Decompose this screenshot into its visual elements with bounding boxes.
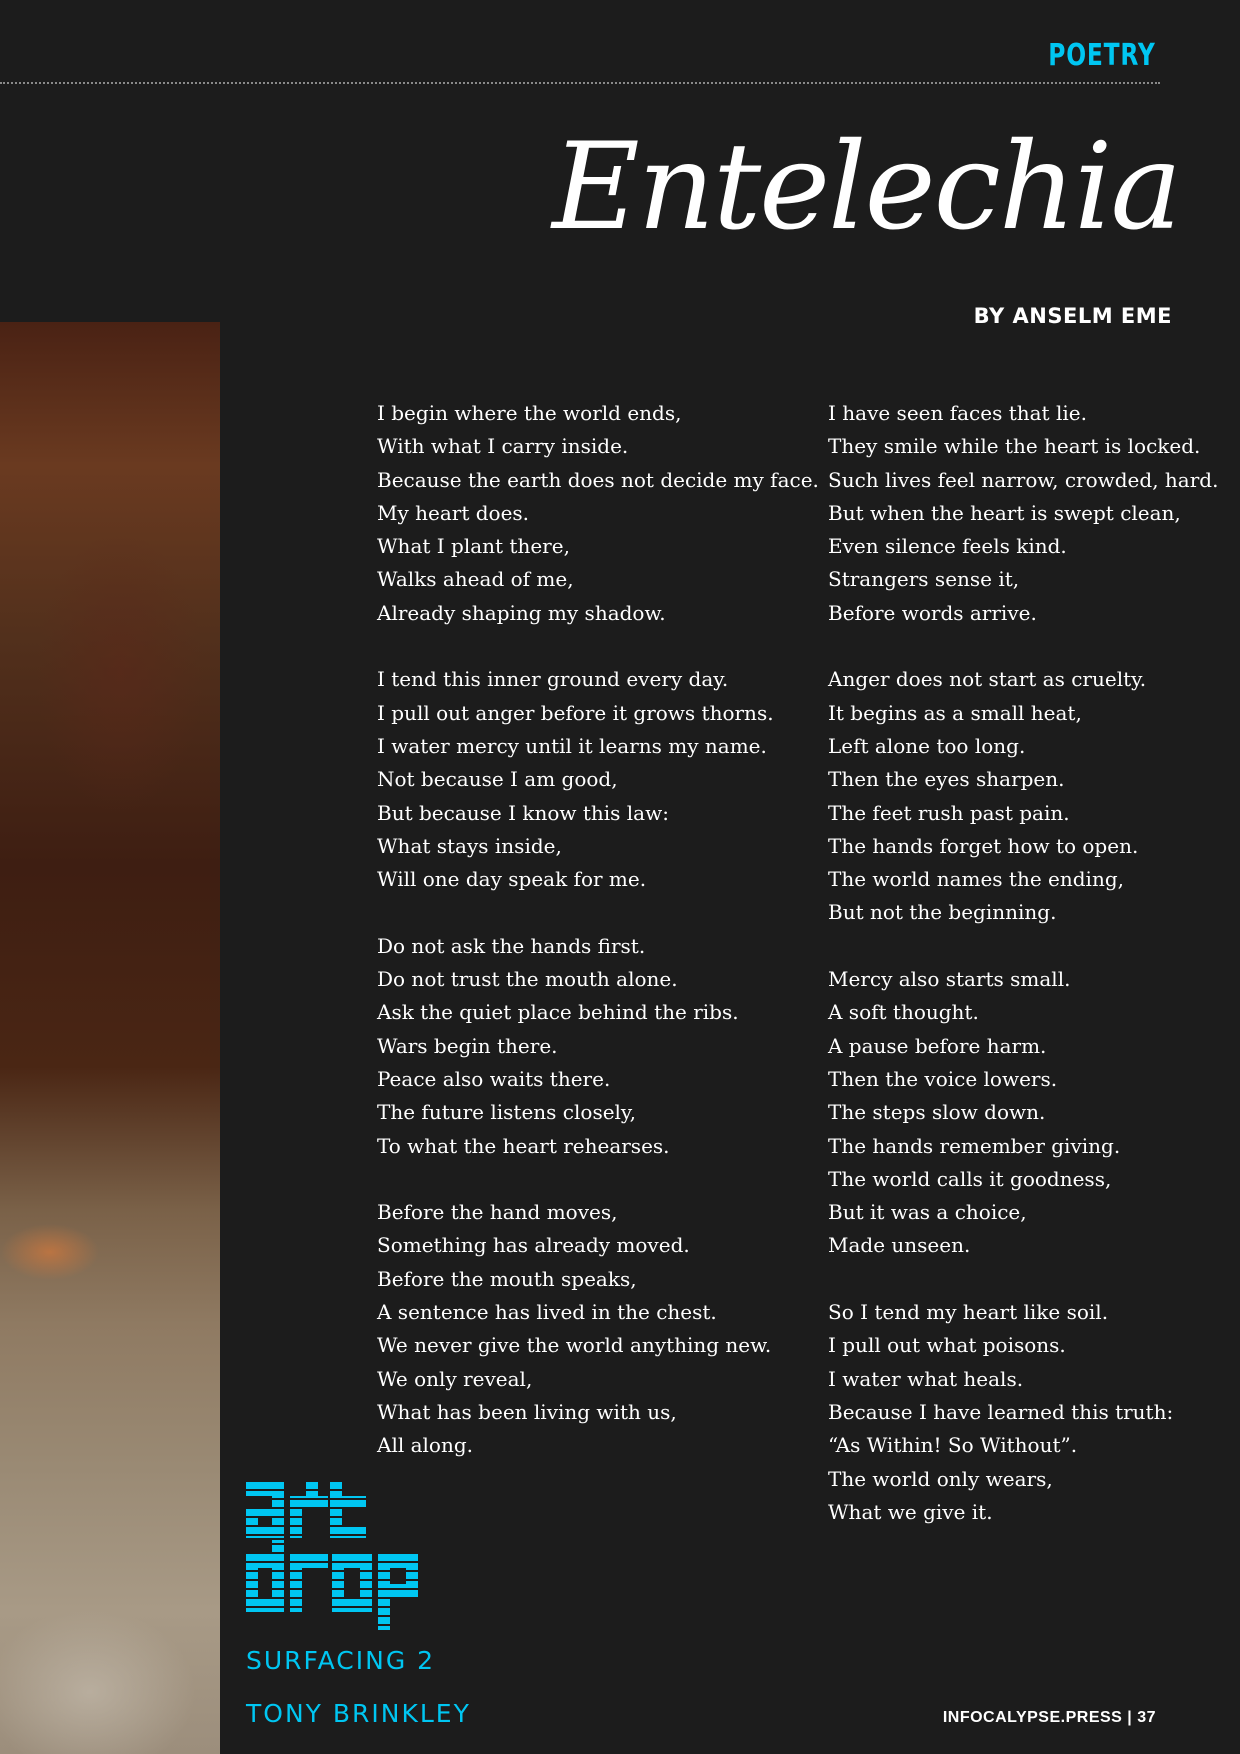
poem-line: The hands remember giving. <box>828 1133 1121 1158</box>
poem-line: Even silence feels kind. <box>828 534 1067 559</box>
poem-line: Such lives feel narrow, crowded, hard. <box>828 467 1219 492</box>
poem-line: Then the voice lowers. <box>828 1066 1058 1091</box>
poem-line: What I plant there, <box>377 534 570 559</box>
poem-line: I begin where the world ends, <box>377 401 682 425</box>
poem-line: A pause before harm. <box>828 1033 1047 1058</box>
poem-stanza <box>828 1296 1218 1529</box>
poem-line: With what I carry inside. <box>377 434 629 459</box>
poem-line: A sentence has lived in the chest. <box>377 1300 717 1325</box>
poem-line: But it was a choice, <box>828 1200 1027 1225</box>
poem-line: Anger does not start as cruelty. <box>828 667 1147 692</box>
poem-stanza <box>377 663 819 896</box>
poem-line: Because the earth does not decide my face. <box>377 467 819 492</box>
poem-line: Before the mouth speaks, <box>377 1266 637 1291</box>
poem-line: I tend this inner ground every day. <box>377 667 729 692</box>
poem-line: Do not trust the mouth alone. <box>377 967 678 992</box>
poem-line: Before the hand moves, <box>377 1200 618 1225</box>
poem-line: I water mercy until it learns my name. <box>377 733 767 758</box>
poem-line: So I tend my heart like soil. <box>828 1300 1109 1325</box>
poem-line: The future listens closely, <box>377 1100 636 1125</box>
poem-line: It begins as a small heat, <box>828 700 1082 725</box>
poem-line: Already shaping my shadow. <box>377 600 666 625</box>
section-label: POETRY <box>1048 38 1156 73</box>
poem-line: The world names the ending, <box>828 867 1124 892</box>
poem-line: The world calls it goodness, <box>828 1166 1112 1191</box>
poem-line: The feet rush past pain. <box>828 800 1070 825</box>
poem-line: I water what heals. <box>828 1366 1024 1391</box>
poem-line: Before words arrive. <box>828 600 1037 625</box>
poem-line: A soft thought. <box>828 1000 979 1025</box>
poem-title: Entelechia <box>552 118 1180 257</box>
poem-line: All along. <box>377 1433 473 1458</box>
poem-line: Left alone too long. <box>828 733 1026 758</box>
poem-column-right <box>828 397 1218 1529</box>
poem-stanza <box>828 663 1218 929</box>
poem-line: To what the heart rehearses. <box>377 1133 670 1158</box>
poem-line: Not because I am good, <box>377 767 618 792</box>
poem-line: I pull out what poisons. <box>828 1333 1066 1358</box>
poem-line: We only reveal, <box>377 1366 533 1391</box>
poem-line: The hands forget how to open. <box>828 833 1139 858</box>
poem-line: Wars begin there. <box>377 1033 558 1058</box>
art-drop-exhibit-title: SURFACING 2 <box>246 1646 436 1675</box>
poem-line: What stays inside, <box>377 833 562 858</box>
poem-byline: BY ANSELM EME <box>973 304 1172 328</box>
poem-line: They smile while the heart is locked. <box>828 434 1201 459</box>
poem-line: I pull out anger before it grows thorns. <box>377 700 774 725</box>
poem-line: I have seen faces that lie. <box>828 401 1087 425</box>
poem-line: Made unseen. <box>828 1233 971 1258</box>
art-drop-artist: TONY BRINKLEY <box>246 1699 471 1728</box>
poem-line: Peace also waits there. <box>377 1066 611 1091</box>
poem-line: Then the eyes sharpen. <box>828 767 1065 792</box>
poem-stanza <box>377 1196 819 1462</box>
footer-site-page: INFOCALYPSE.PRESS | 37 <box>942 1709 1156 1726</box>
poem-line: But not the beginning. <box>828 900 1057 925</box>
poem-line: Walks ahead of me, <box>377 567 574 592</box>
poem-line: Because I have learned this truth: <box>828 1399 1174 1424</box>
poem-line: Something has already moved. <box>377 1233 690 1258</box>
art-drop-logo <box>246 1482 446 1630</box>
poem-line: But because I know this law: <box>377 800 669 825</box>
poem-line: We never give the world anything new. <box>377 1333 772 1358</box>
poem-line: Will one day speak for me. <box>377 867 647 892</box>
poem-line: But when the heart is swept clean, <box>828 500 1181 525</box>
poem-stanza <box>828 963 1218 1263</box>
poem-line: Strangers sense it, <box>828 567 1020 592</box>
poem-stanza <box>377 397 819 630</box>
poem-stanza <box>377 930 819 1163</box>
poem-line: Do not ask the hands first. <box>377 933 646 958</box>
poem-line: What we give it. <box>828 1499 993 1524</box>
poem-line: What has been living with us, <box>377 1399 677 1424</box>
poem-line: The world only wears, <box>828 1466 1053 1491</box>
poem-column-left <box>377 397 819 1463</box>
poem-line: “As Within! So Without”. <box>828 1433 1078 1458</box>
header-divider <box>0 82 1160 84</box>
poem-line: My heart does. <box>377 500 530 525</box>
poem-line: Mercy also starts small. <box>828 967 1071 992</box>
poem-stanza <box>828 397 1218 630</box>
poem-line: The steps slow down. <box>828 1100 1046 1125</box>
poem-line: Ask the quiet place behind the ribs. <box>377 1000 739 1025</box>
artwork-image <box>0 322 220 1754</box>
